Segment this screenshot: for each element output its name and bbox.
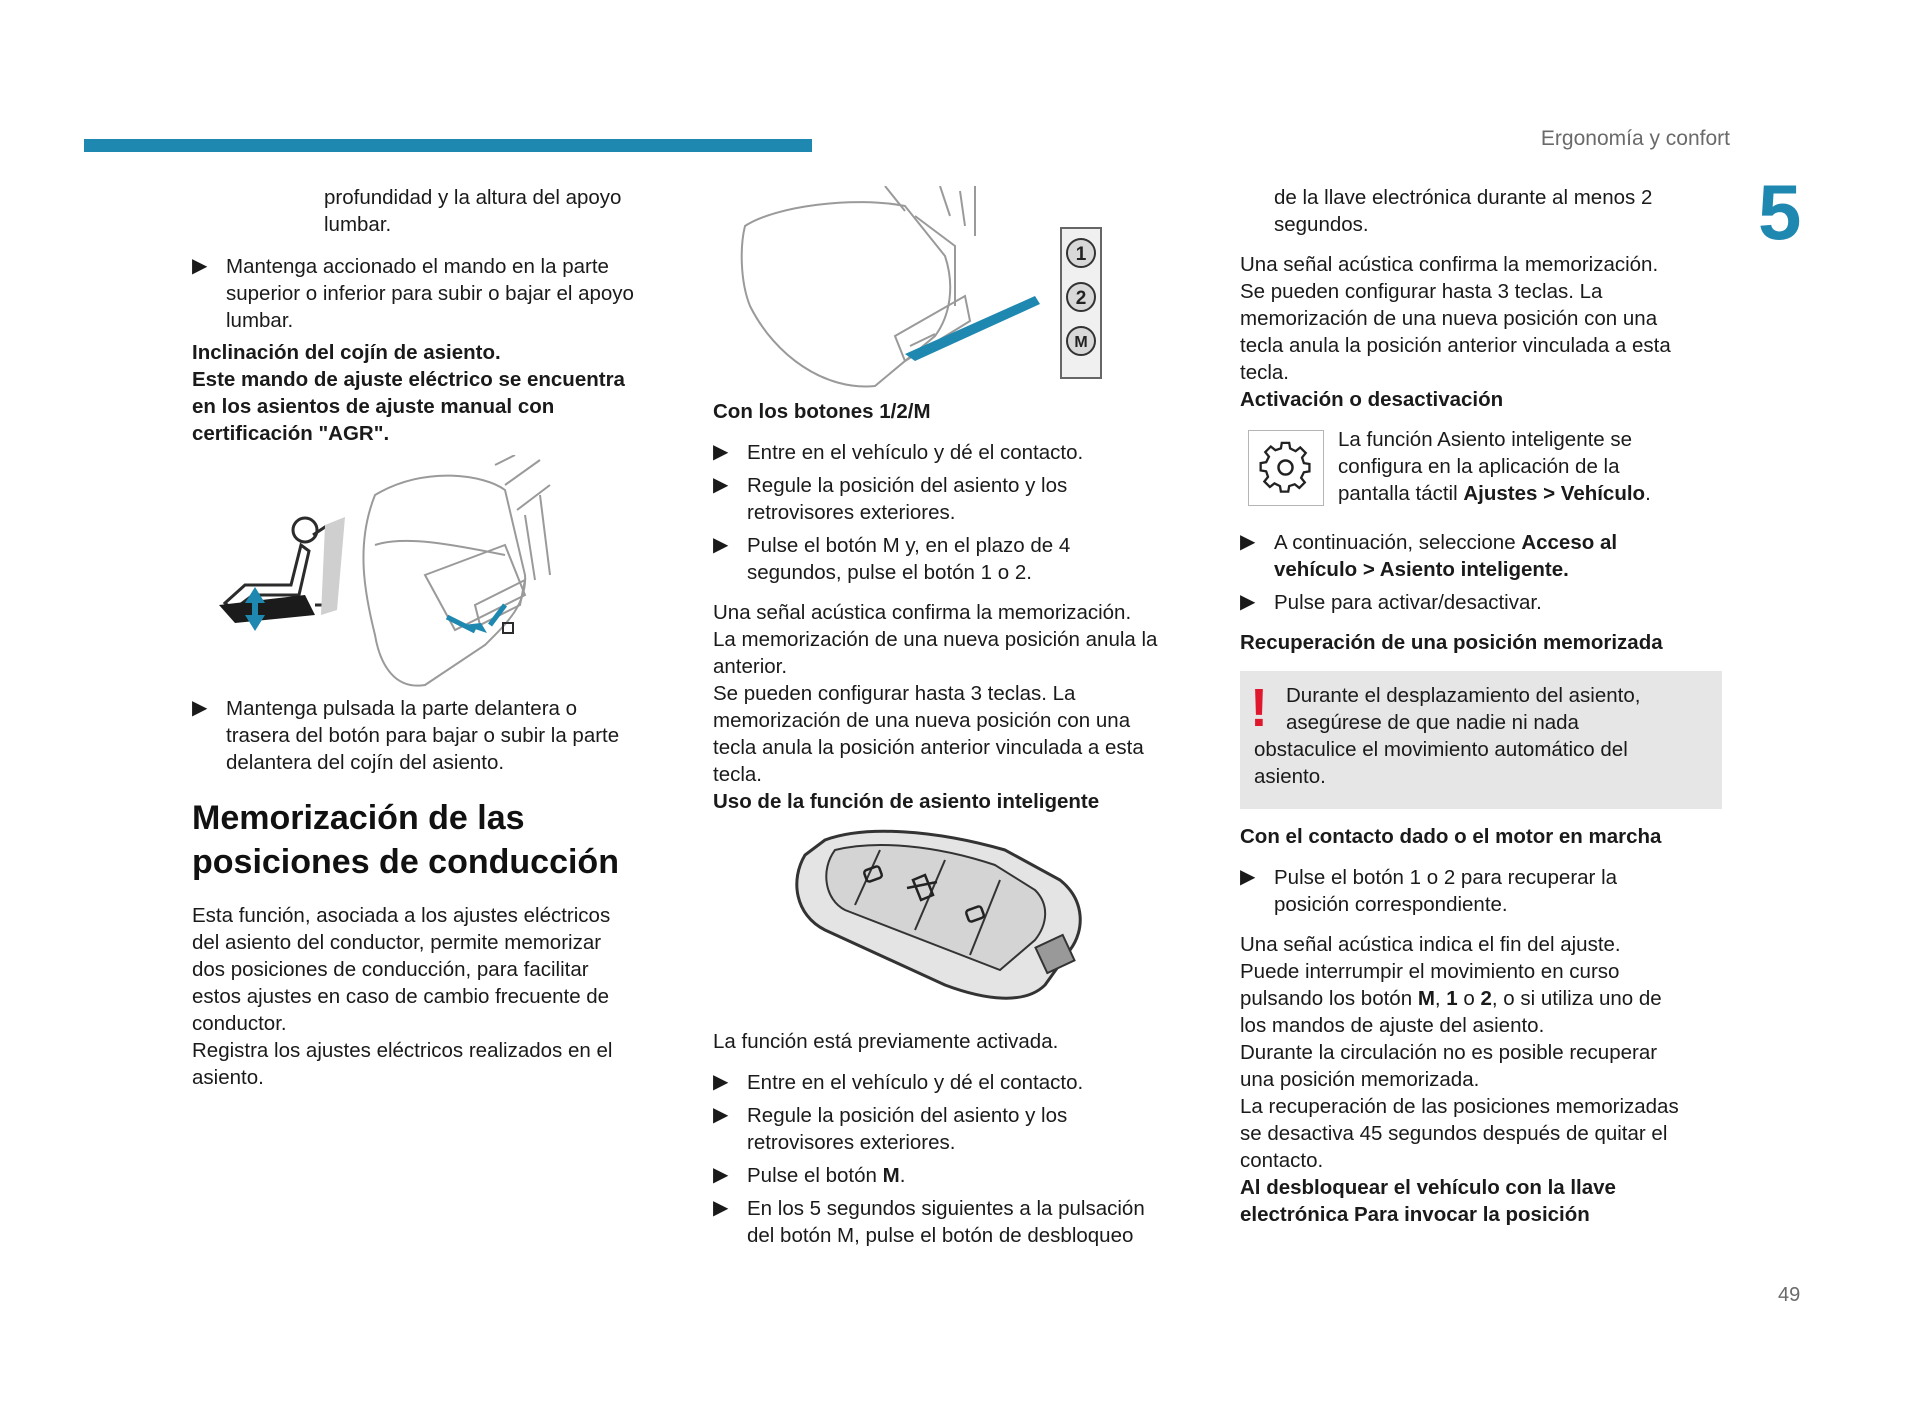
svg-text:M: M <box>1074 334 1088 351</box>
confirm-text-2: Una señal acústica confirma la memorización. <box>1240 253 1659 276</box>
settings-icon-box <box>1248 430 1324 506</box>
svg-text:2: 2 <box>1075 288 1087 309</box>
bullet-adjust <box>713 472 1203 526</box>
bullet-press-m-line-2: segundos, pulse el botón 1 o 2. <box>747 561 1032 584</box>
tilt-note-line-2: en los asientos de ajuste manual con <box>192 395 555 418</box>
unlock-line-2: electrónica Para invocar la posición <box>1240 1203 1590 1226</box>
end-line-6: una posición memorizada. <box>1240 1068 1480 1091</box>
bullet-adjust-line-2: retrovisores exteriores. <box>747 501 956 524</box>
svg-text:1: 1 <box>1075 244 1087 265</box>
main-heading-line-1: Memorización de las <box>192 799 525 837</box>
end-line-5: Durante la circulación no es posible recuperar <box>1240 1041 1658 1064</box>
end-line-2: Puede interrumpir el movimiento en curso <box>1240 960 1620 983</box>
chapter-number: 5 <box>1758 168 1802 256</box>
cushion-pictogram <box>219 595 315 623</box>
arrow-right-icon: ▶ <box>713 1197 729 1219</box>
intro-line-4: estos ajustes en caso de cambio frecuente de <box>192 985 610 1008</box>
intro-line-1: Esta función, asociada a los ajustes eléctricos <box>192 904 611 927</box>
caution-box <box>1240 671 1722 809</box>
bullet-enter <box>713 439 1203 466</box>
bullet-within-5s-line-2: del botón M, pulse el botón de desbloqueo <box>747 1224 1134 1247</box>
main-heading-line-2: posiciones de conducción <box>192 843 619 881</box>
lumbar-cont-line-1: profundidad y la altura del apoyo <box>324 186 622 209</box>
page-number: 49 <box>1778 1284 1801 1306</box>
column-1 <box>192 184 692 447</box>
arrow-right-icon: ▶ <box>713 474 729 496</box>
bullet-select-access-line-2: vehículo > Asiento inteligente. <box>1274 558 1569 581</box>
bullet-recall <box>1240 864 1730 918</box>
column-1-lower <box>192 695 692 1091</box>
keys2-line-4: tecla. <box>1240 361 1289 384</box>
bullet-cushion-line-1: Mantenga pulsada la parte delantera o <box>226 697 578 720</box>
warning-exclamation-icon: ! <box>1250 678 1268 738</box>
override-line-1: La memorización de una nueva posición anula la <box>713 628 1158 651</box>
warning-line-4: asiento. <box>1254 765 1326 788</box>
recall-heading: Recuperación de una posición memorizada <box>1240 631 1663 654</box>
bullet-select-access-line-1: A continuación, seleccione Acceso al <box>1274 531 1618 554</box>
activated-text: La función está previamente activada. <box>713 1030 1059 1053</box>
bullet-cushion <box>192 695 692 776</box>
column-3 <box>1240 184 1730 1228</box>
buttons-heading: Con los botones 1/2/M <box>713 400 931 423</box>
bullet-adjust-2-line-1: Regule la posición del asiento y los <box>747 1104 1068 1127</box>
bullet-within-5s <box>713 1195 1203 1249</box>
tilt-note-line-1: Este mando de ajuste eléctrico se encuentra <box>192 368 625 391</box>
arrow-right-icon: ▶ <box>1240 531 1256 553</box>
memory-buttons-illustration <box>735 186 1105 396</box>
bullet-press-m-2-line: Pulse el botón M. <box>747 1164 906 1187</box>
warning-line-3: obstaculice el movimiento automático del <box>1254 738 1628 761</box>
bullet-recall-line-2: posición correspondiente. <box>1274 893 1508 916</box>
arrow-right-icon: ▶ <box>713 1071 729 1093</box>
electronic-key-illustration <box>785 820 1105 1010</box>
key-cont-line-2: segundos. <box>1274 213 1369 236</box>
activation-heading: Activación o desactivación <box>1240 388 1504 411</box>
unlock-line-1: Al desbloquear el vehículo con la llave <box>1240 1176 1616 1199</box>
seat-back-pictogram <box>321 517 345 615</box>
confirm-text: Una señal acústica confirma la memorización. <box>713 601 1132 624</box>
intro-line-7: asiento. <box>192 1066 264 1089</box>
warning-line-2: asegúrese de que nadie ni nada <box>1286 711 1579 734</box>
keys2-line-1: Se pueden configurar hasta 3 teclas. La <box>1240 280 1603 303</box>
bullet-toggle-line: Pulse para activar/desactivar. <box>1274 591 1542 614</box>
arrow-right-icon: ▶ <box>1240 866 1256 888</box>
gear-note-line-1: La función Asiento inteligente se <box>1338 428 1633 451</box>
arrow-right-icon: ▶ <box>1240 591 1256 613</box>
column-2 <box>713 398 1203 815</box>
end-line-4: los mandos de ajuste del asiento. <box>1240 1014 1545 1037</box>
arrow-right-icon: ▶ <box>192 697 208 719</box>
bullet-adjust-line-1: Regule la posición del asiento y los <box>747 474 1068 497</box>
smart-seat-heading: Uso de la función de asiento inteligente <box>713 790 1100 813</box>
gear-icon <box>1249 431 1322 504</box>
memory-button-m <box>1067 327 1095 355</box>
memory-button-1 <box>1067 239 1095 267</box>
arrow-right-icon: ▶ <box>713 534 729 556</box>
bullet-lumbar-line-1: Mantenga accionado el mando en la parte <box>226 255 609 278</box>
section-title: Ergonomía y confort <box>1540 127 1730 150</box>
tilt-heading: Inclinación del cojín de asiento. <box>192 341 501 364</box>
override-line-2: anterior. <box>713 655 788 678</box>
gear-note-line-3: pantalla táctil Ajustes > Vehículo. <box>1338 482 1651 505</box>
column-2-lower <box>713 1028 1203 1249</box>
bullet-enter-2 <box>713 1069 1203 1096</box>
warning-line-1: Durante el desplazamiento del asiento, <box>1286 684 1641 707</box>
keys-line-4: tecla. <box>713 763 762 786</box>
bullet-press-m-line-1: Pulse el botón M y, en el plazo de 4 <box>747 534 1071 557</box>
arrow-right-icon: ▶ <box>192 255 208 277</box>
bullet-lumbar <box>192 253 692 334</box>
seat-line-drawing <box>363 455 550 686</box>
bullet-adjust-2 <box>713 1102 1203 1156</box>
bullet-enter-2-line: Entre en el vehículo y dé el contacto. <box>747 1071 1084 1094</box>
keys-line-2: memorización de una nueva posición con una <box>713 709 1131 732</box>
keys2-line-2: memorización de una nueva posición con una <box>1240 307 1658 330</box>
arrow-right-icon: ▶ <box>713 1104 729 1126</box>
keys-line-3: tecla anula la posición anterior vinculada a esta <box>713 736 1144 759</box>
seat-side-drawing <box>742 186 975 386</box>
bullet-cushion-line-3: delantera del cojín del asiento. <box>226 751 505 774</box>
intro-line-5: conductor. <box>192 1012 287 1035</box>
bullet-adjust-2-line-2: retrovisores exteriores. <box>747 1131 956 1154</box>
engine-heading: Con el contacto dado o el motor en marcha <box>1240 825 1662 848</box>
end-line-7: La recuperación de las posiciones memorizadas <box>1240 1095 1679 1118</box>
bullet-press-m-2 <box>713 1162 1203 1189</box>
bullet-select-access <box>1240 529 1730 583</box>
bullet-toggle <box>1240 589 1730 616</box>
bullet-cushion-line-2: trasera del botón para bajar o subir la parte <box>226 724 620 747</box>
seat-cushion-illustration <box>205 455 665 690</box>
end-line-3: pulsando los botón M, 1 o 2, o si utiliza uno de <box>1240 987 1662 1010</box>
gear-note-line-2: configura en la aplicación de la <box>1338 455 1620 478</box>
pointer-arrow <box>905 296 1040 361</box>
end-line-9: contacto. <box>1240 1149 1324 1172</box>
end-line-1: Una señal acústica indica el fin del ajuste. <box>1240 933 1621 956</box>
tilt-note-line-3: certificación "AGR". <box>192 422 390 445</box>
bullet-press-m <box>713 532 1203 586</box>
end-line-8: se desactiva 45 segundos después de quitar el <box>1240 1122 1668 1145</box>
gear-note <box>1240 426 1730 510</box>
arrow-right-icon: ▶ <box>713 441 729 463</box>
bullet-within-5s-line-1: En los 5 segundos siguientes a la pulsación <box>747 1197 1145 1220</box>
key-cont-line-1: de la llave electrónica durante al menos 2 <box>1274 186 1653 209</box>
intro-line-2: del asiento del conductor, permite memorizar <box>192 931 602 954</box>
lumbar-cont-line-2: lumbar. <box>324 213 392 236</box>
intro-line-3: dos posiciones de conducción, para facilitar <box>192 958 589 981</box>
bullet-lumbar-line-3: lumbar. <box>226 309 294 332</box>
bullet-recall-line-1: Pulse el botón 1 o 2 para recuperar la <box>1274 866 1618 889</box>
keys-line-1: Se pueden configurar hasta 3 teclas. La <box>713 682 1076 705</box>
keys2-line-3: tecla anula la posición anterior vinculada a esta <box>1240 334 1671 357</box>
bullet-enter-line: Entre en el vehículo y dé el contacto. <box>747 441 1084 464</box>
bullet-lumbar-line-2: superior o inferior para subir o bajar el apoyo <box>226 282 634 305</box>
intro-line-6: Registra los ajustes eléctricos realizados en el <box>192 1039 613 1062</box>
header-accent-bar <box>84 139 812 152</box>
memory-button-2 <box>1067 283 1095 311</box>
arrow-right-icon: ▶ <box>713 1164 729 1186</box>
